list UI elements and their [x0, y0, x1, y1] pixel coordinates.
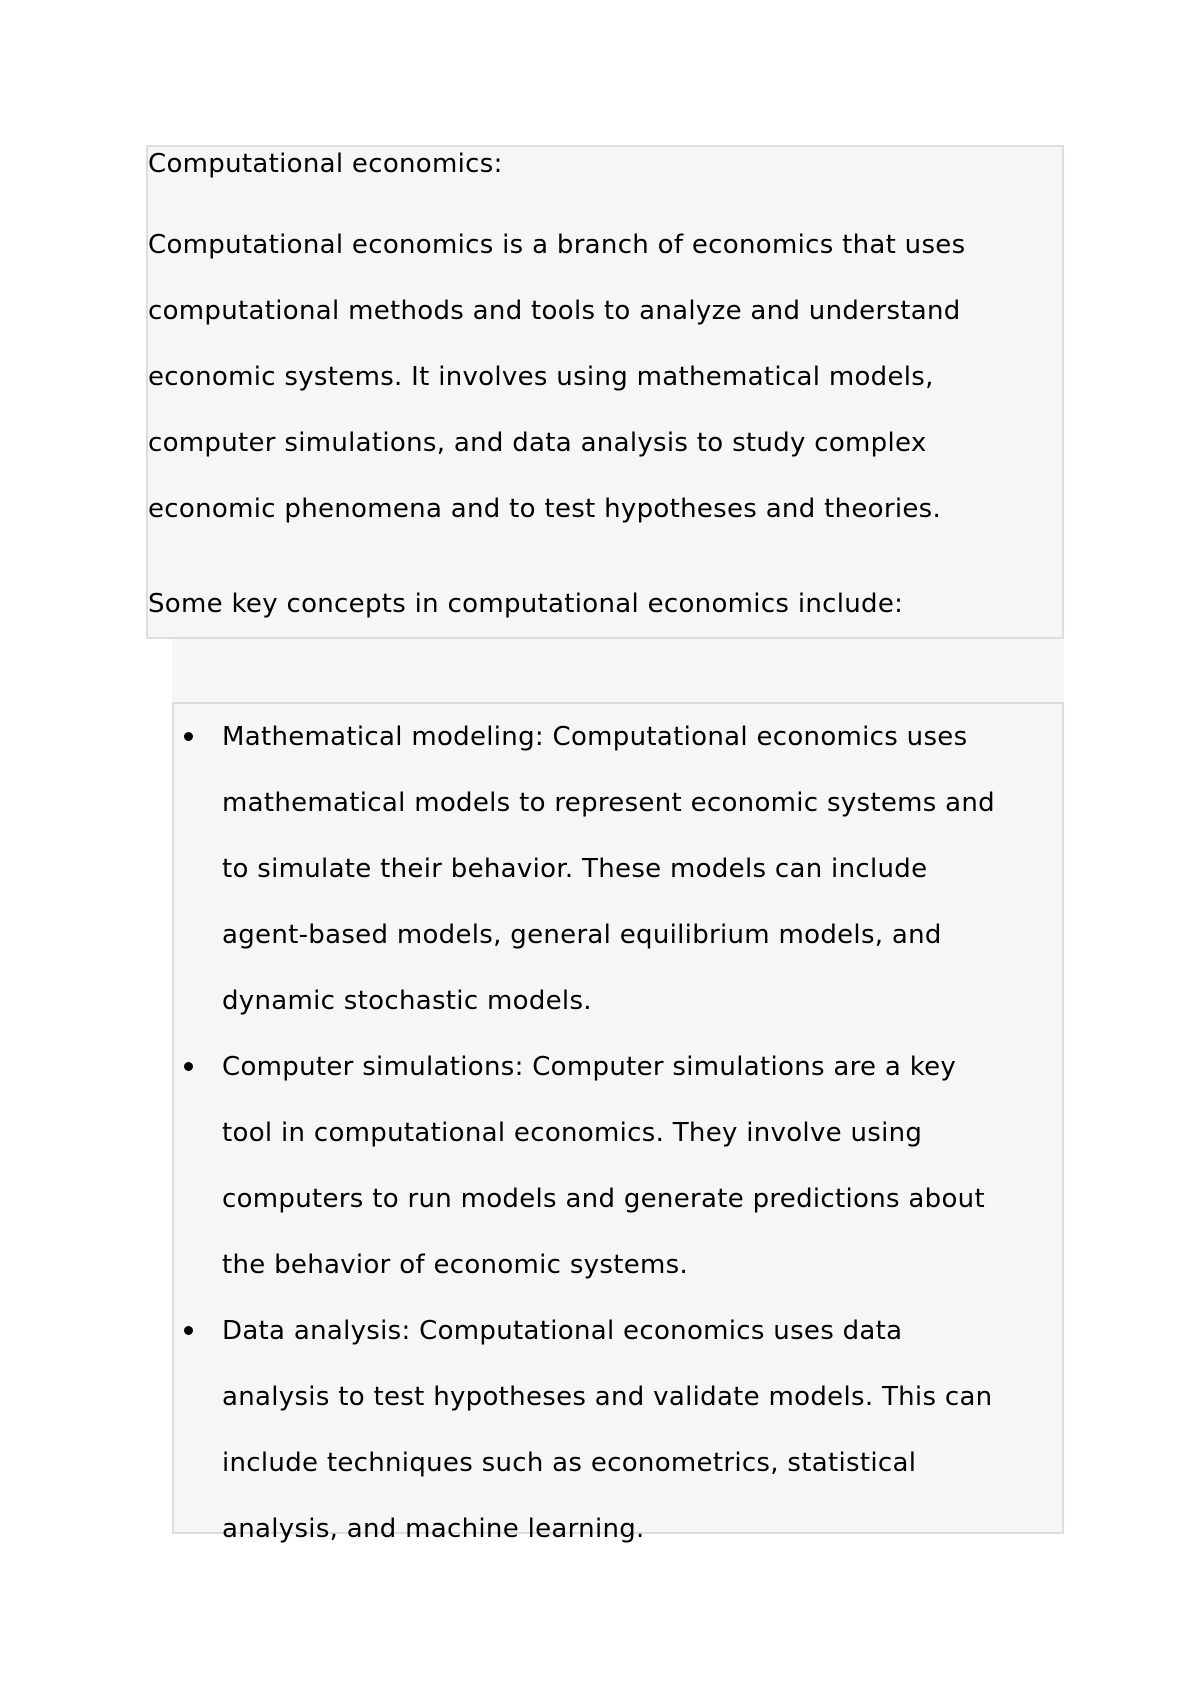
paragraph-line: computational methods and tools to analyze and understand	[148, 296, 961, 326]
list-item-line: Mathematical modeling: Computational economics uses	[222, 722, 968, 752]
list-item-line: computers to run models and generate predictions about	[222, 1184, 985, 1214]
paragraph-line: economic phenomena and to test hypotheses and theories.	[148, 494, 942, 524]
list-item-line: Computer simulations: Computer simulations are a key	[222, 1052, 957, 1082]
list-item	[174, 1034, 1062, 1298]
paragraph-line: Computational economics is a branch of economics that uses	[148, 230, 966, 260]
list-item-line: to simulate their behavior. These models can include	[222, 854, 928, 884]
list-item-line: analysis, and machine learning.	[222, 1514, 645, 1544]
paragraph-line: computer simulations, and data analysis to study complex	[148, 428, 927, 458]
list-item-line: analysis to test hypotheses and validate models. This can	[222, 1382, 993, 1412]
key-concepts-section	[172, 702, 1064, 1544]
list-item	[174, 704, 1062, 1034]
list-item-line: include techniques such as econometrics, statistical	[222, 1448, 917, 1478]
list-item-line: the behavior of economic systems.	[222, 1250, 689, 1280]
list-spacer	[172, 639, 1064, 702]
paragraph-line: economic systems. It involves using mathematical models,	[148, 362, 934, 392]
bullet-icon	[184, 732, 193, 741]
document-heading: Computational economics:	[148, 149, 503, 179]
intro-paragraph	[148, 212, 965, 542]
key-concepts-list	[174, 704, 1062, 1562]
list-item-line: dynamic stochastic models.	[222, 986, 592, 1016]
list-item-line: Data analysis: Computational economics uses data	[222, 1316, 903, 1346]
bullet-icon	[184, 1062, 193, 1071]
intro-section	[146, 145, 1064, 639]
list-item-line: tool in computational economics. They involve using	[222, 1118, 923, 1148]
key-concepts-intro: Some key concepts in computational economics include:	[148, 589, 904, 619]
bullet-icon	[184, 1326, 193, 1335]
list-item-line: mathematical models to represent economic systems and	[222, 788, 995, 818]
list-item-line: agent-based models, general equilibrium models, and	[222, 920, 942, 950]
list-item	[174, 1298, 1062, 1562]
